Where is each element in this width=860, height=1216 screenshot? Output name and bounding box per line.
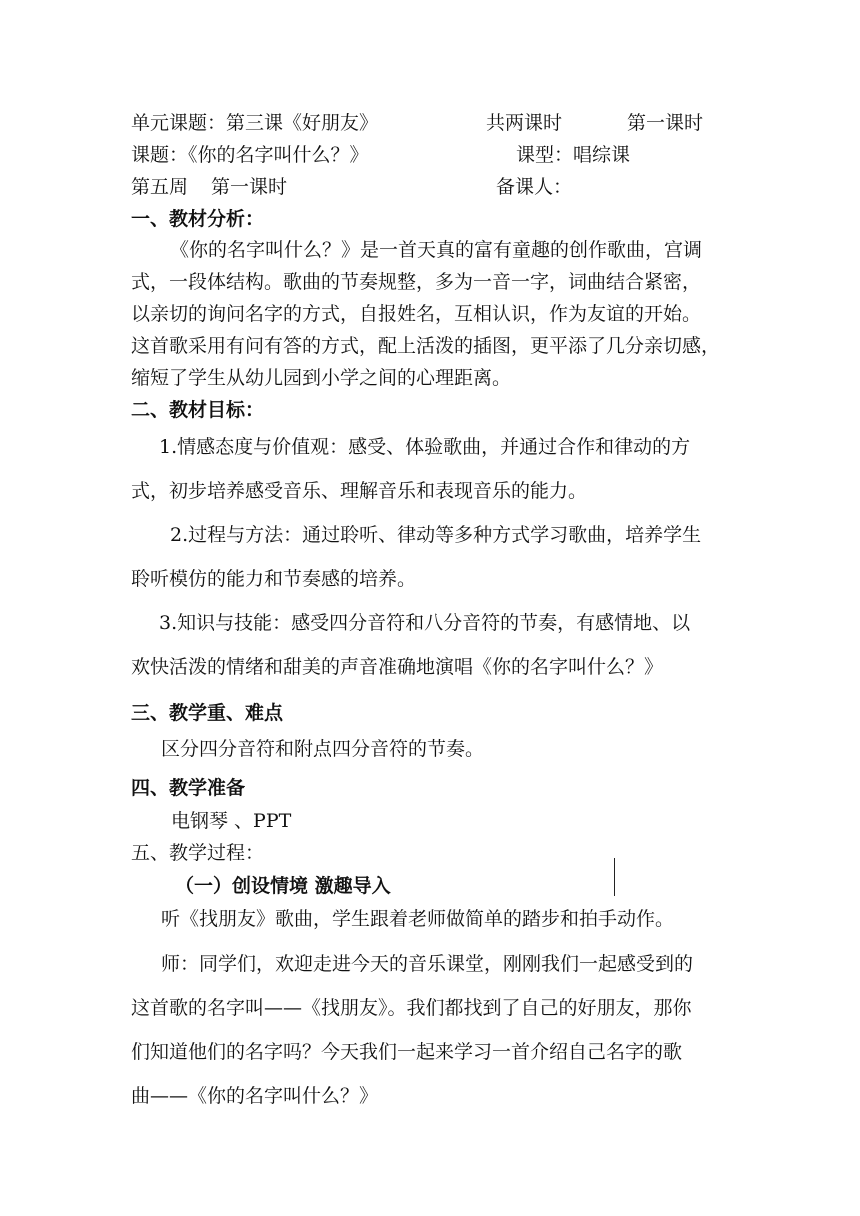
goal-3-line: 3.知识与技能：感受四分音符和八分音符的节奏，有感情地、以 [159,612,691,634]
cursor-line [614,858,615,896]
keypoints-text: 区分四分音符和附点四分音符的节奏。 [161,738,485,760]
preparer-label: 备课人： [496,176,573,198]
paragraph-line: 缩短了学生从幼儿园到小学之间的心理距离。 [131,367,512,389]
goal-2-line: 2.过程与方法：通过聆听、律动等多种方式学习歌曲，培养学生 [170,524,702,546]
paragraph-line: 师：同学们，欢迎走进今天的音乐课堂，刚刚我们一起感受到的 [161,953,694,975]
goal-1-line: 式，初步培养感受音乐、理解音乐和表现音乐的能力。 [131,480,588,502]
paragraph-line: 们知道他们的名字吗？今天我们一起来学习一首介绍自己名字的歌 [131,1041,683,1063]
paragraph-line: 式，一段体结构。歌曲的节奏规整，多为一音一字，词曲结合紧密， [131,271,702,293]
section-heading-keypoints: 三、教学重、难点 [131,702,284,724]
paragraph-line: 这首歌采用有问有答的方式，配上活泼的插图，更平添了几分亲切感， [131,335,721,357]
paragraph-line: 这首歌的名字叫——《找朋友》。我们都找到了自己的好朋友，那你 [131,997,692,1019]
unit-title: 单元课题：第三课《好朋友》 [131,112,379,134]
paragraph-line: 《你的名字叫什么？》是一首天真的富有童趣的创作歌曲，宫调 [170,239,703,261]
week-period: 第一课时 [211,176,288,198]
goal-3-line: 欢快活泼的情绪和甜美的声音准确地演唱《你的名字叫什么？》 [131,656,664,678]
subsection-heading: （一）创设情境 激趣导入 [175,875,391,897]
goal-1-line: 1.情感态度与价值观：感受、体验歌曲，并通过合作和律动的方 [159,436,691,458]
paragraph-line: 听《找朋友》歌曲，学生跟着老师做简单的踏步和拍手动作。 [161,908,675,930]
total-periods: 共两课时 [486,112,563,134]
period-label: 第一课时 [627,112,704,134]
goal-2-line: 聆听模仿的能力和节奏感的培养。 [131,568,417,590]
section-heading-goals: 二、教材目标： [131,399,265,421]
lesson-title: 课题：《你的名字叫什么？》 [131,144,369,166]
section-heading-preparation: 四、教学准备 [131,777,246,799]
preparation-text: 电钢琴 、PPT [171,810,292,832]
week-label: 第五周 [131,176,189,198]
paragraph-line: 以亲切的询问名字的方式，自报姓名，互相认识，作为友谊的开始。 [131,303,702,325]
section-heading-process: 五、教学过程： [131,842,265,864]
section-heading-analysis: 一、教材分析： [131,208,265,230]
lesson-type: 课型：唱综课 [516,144,631,166]
paragraph-line: 曲——《你的名字叫什么？》 [131,1085,379,1107]
